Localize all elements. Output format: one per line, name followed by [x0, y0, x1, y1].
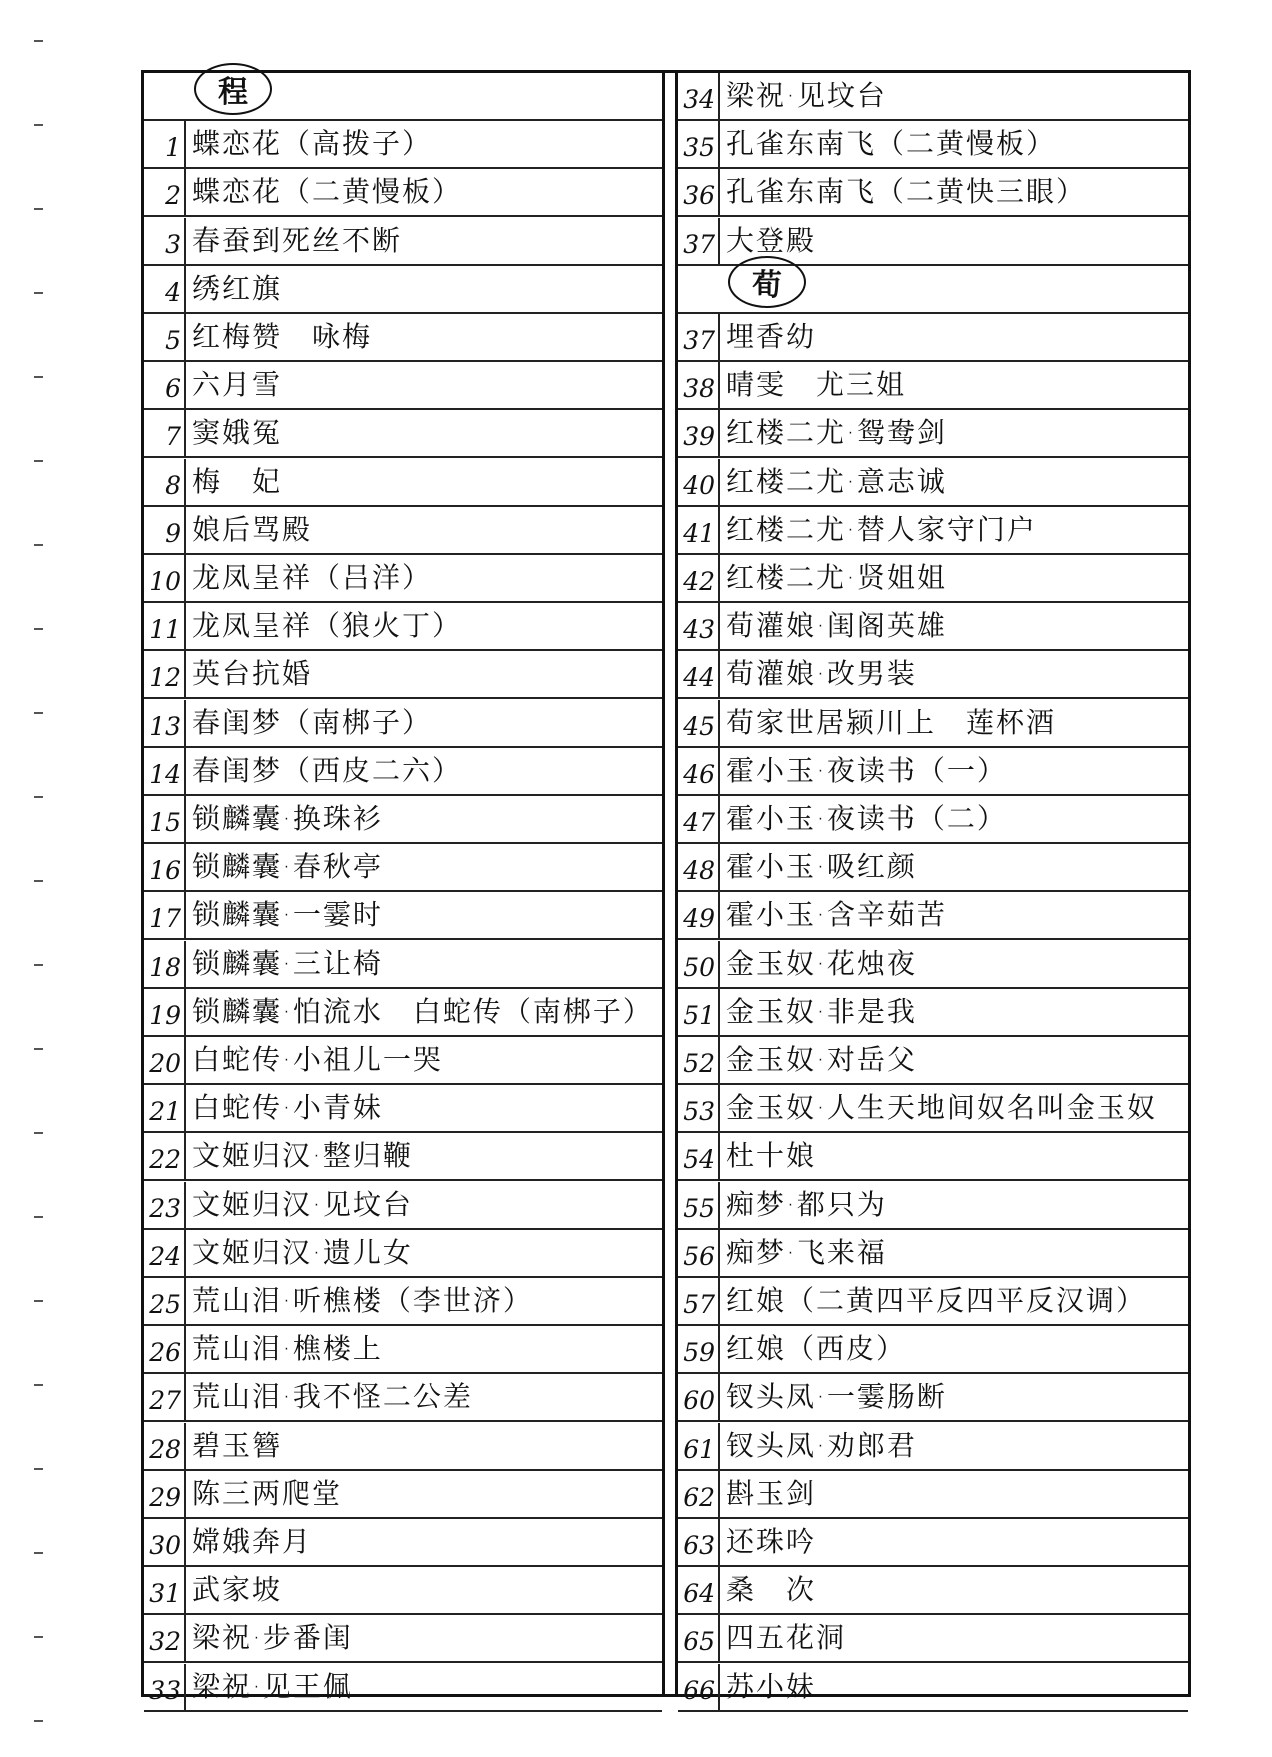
list-item: [678, 555, 1188, 603]
item-title: 锁麟囊·三让椅: [192, 946, 383, 980]
item-number: 55: [678, 1182, 720, 1228]
list-item: [678, 507, 1188, 555]
item-title: 锁麟囊·怕流水 白蛇传（南梆子）: [192, 994, 653, 1028]
item-number: 64: [678, 1567, 720, 1613]
list-item: [678, 651, 1188, 699]
list-item: [144, 459, 662, 507]
item-title: 苏小妹: [726, 1669, 817, 1703]
item-title: 晴雯 尤三姐: [726, 368, 907, 402]
item-title: 金玉奴·非是我: [726, 994, 917, 1028]
item-number: 21: [144, 1085, 186, 1131]
list-item: [144, 1423, 662, 1471]
item-title: 梁祝·见坟台: [726, 79, 887, 112]
item-number: 18: [144, 941, 186, 987]
list-item: [678, 1374, 1188, 1422]
item-number: 60: [678, 1374, 720, 1420]
item-number: 20: [144, 1037, 186, 1083]
list-item: [678, 1230, 1188, 1278]
list-item: [144, 1615, 662, 1663]
item-number: 13: [144, 700, 186, 746]
list-item: [678, 1326, 1188, 1374]
item-title: 娘后骂殿: [192, 512, 313, 546]
item-title: 龙凤呈祥（狼火丁）: [192, 609, 463, 643]
list-item: [144, 1374, 662, 1422]
item-title: 红娘（二黄四平反四平反汉调）: [726, 1284, 1147, 1317]
item-title: 龙凤呈祥（吕洋）: [192, 561, 433, 594]
list-item: [678, 844, 1188, 892]
list-item: [144, 1664, 662, 1712]
section-header-xun: [678, 266, 1188, 314]
list-item: [678, 989, 1188, 1037]
item-number: 12: [144, 651, 186, 697]
item-number: 6: [144, 362, 186, 408]
item-title: 霍小玉·夜读书（二）: [726, 802, 1007, 835]
item-title: 红楼二尤·贤姐姐: [726, 561, 947, 594]
item-number: 39: [678, 410, 720, 456]
item-number: 16: [144, 844, 186, 890]
item-title: 蝶恋花（高拨子）: [192, 127, 433, 161]
item-title: 红楼二尤·意志诚: [726, 464, 947, 498]
item-title: 嫦娥奔月: [192, 1525, 313, 1558]
item-title: 陈三两爬堂: [192, 1476, 343, 1510]
right-column: [675, 73, 1188, 1705]
item-title: 文姬归汉·整归鞭: [192, 1139, 413, 1173]
item-title: 荒山泪·我不怪二公差: [192, 1380, 473, 1414]
list-item: [678, 1085, 1188, 1133]
item-number: 17: [144, 892, 186, 938]
item-number: 2: [144, 169, 186, 215]
item-number: 4: [144, 266, 186, 312]
item-number: 22: [144, 1133, 186, 1179]
list-item: [144, 1037, 662, 1085]
item-number: 33: [144, 1664, 186, 1710]
item-number: 26: [144, 1326, 186, 1372]
list-item: [144, 1567, 662, 1615]
item-number: 15: [144, 796, 186, 842]
item-number: 5: [144, 314, 186, 360]
item-title: 锁麟囊·一霎时: [192, 898, 383, 932]
item-title: 梁祝·见王佩: [192, 1669, 353, 1703]
item-number: 28: [144, 1423, 186, 1469]
item-title: 荀家世居颍川上 莲杯酒: [726, 705, 1057, 739]
list-item: [678, 748, 1188, 796]
item-title: 蝶恋花（二黄慢板）: [192, 175, 463, 209]
item-number: 66: [678, 1664, 720, 1710]
item-number: 53: [678, 1085, 720, 1131]
section-header-cheng: [144, 73, 662, 121]
list-item: [678, 700, 1188, 748]
list-item: [678, 603, 1188, 651]
list-item: [144, 121, 662, 169]
section-badge: 程: [194, 63, 272, 115]
list-item: [144, 1326, 662, 1374]
list-item: [678, 169, 1188, 217]
item-title: 春闺梦（西皮二六）: [192, 753, 463, 787]
list-item: [678, 1423, 1188, 1471]
item-number: 30: [144, 1519, 186, 1565]
list-item: [678, 1615, 1188, 1663]
list-item: [144, 169, 662, 217]
list-item: [144, 796, 662, 844]
list-item: [144, 555, 662, 603]
list-item: [144, 362, 662, 410]
item-number: 10: [144, 555, 186, 601]
list-item: [144, 941, 662, 989]
item-number: 56: [678, 1230, 720, 1276]
list-item: [144, 1278, 662, 1326]
item-number: 11: [144, 603, 186, 649]
item-title: 锁麟囊·换珠衫: [192, 802, 383, 835]
section-badge: 荀: [728, 256, 806, 308]
item-title: 荒山泪·听樵楼（李世济）: [192, 1284, 533, 1317]
item-title: 梁祝·步番闺: [192, 1621, 353, 1655]
list-item: [144, 603, 662, 651]
item-number: 48: [678, 844, 720, 890]
item-number: 62: [678, 1471, 720, 1517]
item-title: 金玉奴·人生天地间奴名叫金玉奴: [726, 1091, 1157, 1125]
list-item: [144, 700, 662, 748]
list-item: [678, 892, 1188, 940]
song-list-sheet: [141, 70, 1191, 1705]
item-number: 43: [678, 603, 720, 649]
item-number: 29: [144, 1471, 186, 1517]
item-title: 荀灌娘·闺阁英雄: [726, 609, 947, 643]
item-number: 47: [678, 796, 720, 842]
item-number: 40: [678, 459, 720, 505]
list-item: [144, 410, 662, 458]
list-item: [678, 73, 1188, 121]
list-item: [144, 844, 662, 892]
item-number: 34: [678, 73, 720, 119]
list-item: [144, 1519, 662, 1567]
item-title: 文姬归汉·遗儿女: [192, 1235, 413, 1269]
item-title: 钗头凤·劝郎君: [726, 1428, 917, 1462]
list-item: [678, 410, 1188, 458]
item-number: 25: [144, 1278, 186, 1324]
item-title: 杜十娘: [726, 1139, 817, 1173]
item-number: 44: [678, 651, 720, 697]
list-item: [144, 1230, 662, 1278]
item-title: 红楼二尤·替人家守门户: [726, 512, 1037, 546]
list-item: [144, 314, 662, 362]
list-item: [144, 1133, 662, 1181]
item-title: 荒山泪·樵楼上: [192, 1332, 383, 1366]
item-title: 锁麟囊·春秋亭: [192, 850, 383, 884]
list-item: [678, 1519, 1188, 1567]
item-title: 霍小玉·含辛茹苦: [726, 898, 947, 932]
item-title: 孔雀东南飞（二黄慢板）: [726, 127, 1057, 161]
item-title: 六月雪: [192, 368, 283, 402]
list-item: [678, 362, 1188, 410]
list-item: [144, 1471, 662, 1519]
item-title: 荀灌娘·改男装: [726, 657, 917, 691]
item-number: 14: [144, 748, 186, 794]
list-item: [144, 1182, 662, 1230]
item-title: 金玉奴·花烛夜: [726, 946, 917, 980]
item-number: 50: [678, 941, 720, 987]
list-item: [144, 1085, 662, 1133]
item-number: 46: [678, 748, 720, 794]
item-title: 红娘（西皮）: [726, 1332, 907, 1366]
item-title: 红梅赞 咏梅: [192, 320, 373, 353]
list-item: [144, 507, 662, 555]
item-number: 38: [678, 362, 720, 408]
list-item: [144, 892, 662, 940]
item-number: 23: [144, 1182, 186, 1228]
left-margin-marks: [34, 40, 46, 1740]
list-item: [144, 266, 662, 314]
list-item: [144, 748, 662, 796]
item-number: 49: [678, 892, 720, 938]
list-item: [678, 1664, 1188, 1712]
item-title: 窦娥冤: [192, 416, 283, 450]
list-item: [678, 314, 1188, 362]
list-item: [144, 989, 662, 1037]
item-number: 37: [678, 314, 720, 360]
list-item: [678, 1567, 1188, 1615]
list-item: [678, 121, 1188, 169]
item-number: 19: [144, 989, 186, 1035]
item-number: 1: [144, 121, 186, 167]
item-title: 钗头凤·一霎肠断: [726, 1380, 947, 1414]
item-number: 9: [144, 507, 186, 553]
item-number: 63: [678, 1519, 720, 1565]
item-number: 35: [678, 121, 720, 167]
list-item: [144, 651, 662, 699]
item-title: 四五花洞: [726, 1621, 847, 1655]
item-number: 27: [144, 1374, 186, 1420]
item-title: 金玉奴·对岳父: [726, 1043, 917, 1076]
item-number: 3: [144, 218, 186, 264]
item-title: 斟玉剑: [726, 1476, 817, 1510]
item-title: 英台抗婚: [192, 657, 313, 691]
item-title: 绣红旗: [192, 271, 283, 305]
item-number: 54: [678, 1133, 720, 1179]
item-title: 孔雀东南飞（二黄快三眼）: [726, 175, 1087, 209]
item-number: 45: [678, 700, 720, 746]
item-title: 埋香幼: [726, 320, 817, 353]
item-number: 65: [678, 1615, 720, 1661]
item-number: 8: [144, 459, 186, 505]
item-number: 61: [678, 1423, 720, 1469]
item-title: 红楼二尤·鸳鸯剑: [726, 416, 947, 450]
list-item: [144, 218, 662, 266]
item-title: 痴梦·飞来福: [726, 1235, 887, 1269]
list-item: [678, 1278, 1188, 1326]
item-number: 32: [144, 1615, 186, 1661]
item-title: 武家坡: [192, 1573, 283, 1607]
list-item: [678, 1133, 1188, 1181]
item-number: 41: [678, 507, 720, 553]
item-title: 还珠吟: [726, 1525, 817, 1558]
item-title: 桑 次: [726, 1573, 817, 1607]
item-title: 霍小玉·夜读书（一）: [726, 753, 1007, 787]
item-number: 52: [678, 1037, 720, 1083]
item-title: 春闺梦（南梆子）: [192, 705, 433, 739]
item-title: 大登殿: [726, 223, 817, 257]
item-number: 59: [678, 1326, 720, 1372]
list-item: [678, 1182, 1188, 1230]
item-number: 31: [144, 1567, 186, 1613]
left-column: [144, 73, 665, 1705]
list-item: [678, 796, 1188, 844]
list-item: [678, 941, 1188, 989]
item-title: 痴梦·都只为: [726, 1187, 887, 1221]
item-number: 7: [144, 410, 186, 456]
list-item: [678, 459, 1188, 507]
list-item: [678, 1471, 1188, 1519]
item-title: 碧玉簪: [192, 1428, 283, 1462]
list-item: [678, 1037, 1188, 1085]
item-title: 文姬归汉·见坟台: [192, 1187, 413, 1221]
item-number: 42: [678, 555, 720, 601]
item-number: 24: [144, 1230, 186, 1276]
item-title: 白蛇传·小青妹: [192, 1091, 383, 1125]
item-title: 霍小玉·吸红颜: [726, 850, 917, 884]
item-number: 51: [678, 989, 720, 1035]
item-number: 36: [678, 169, 720, 215]
item-title: 白蛇传·小祖儿一哭: [192, 1043, 443, 1076]
item-number: 37: [678, 218, 720, 264]
item-title: 春蚕到死丝不断: [192, 223, 403, 257]
item-number: 57: [678, 1278, 720, 1324]
item-title: 梅 妃: [192, 464, 283, 498]
